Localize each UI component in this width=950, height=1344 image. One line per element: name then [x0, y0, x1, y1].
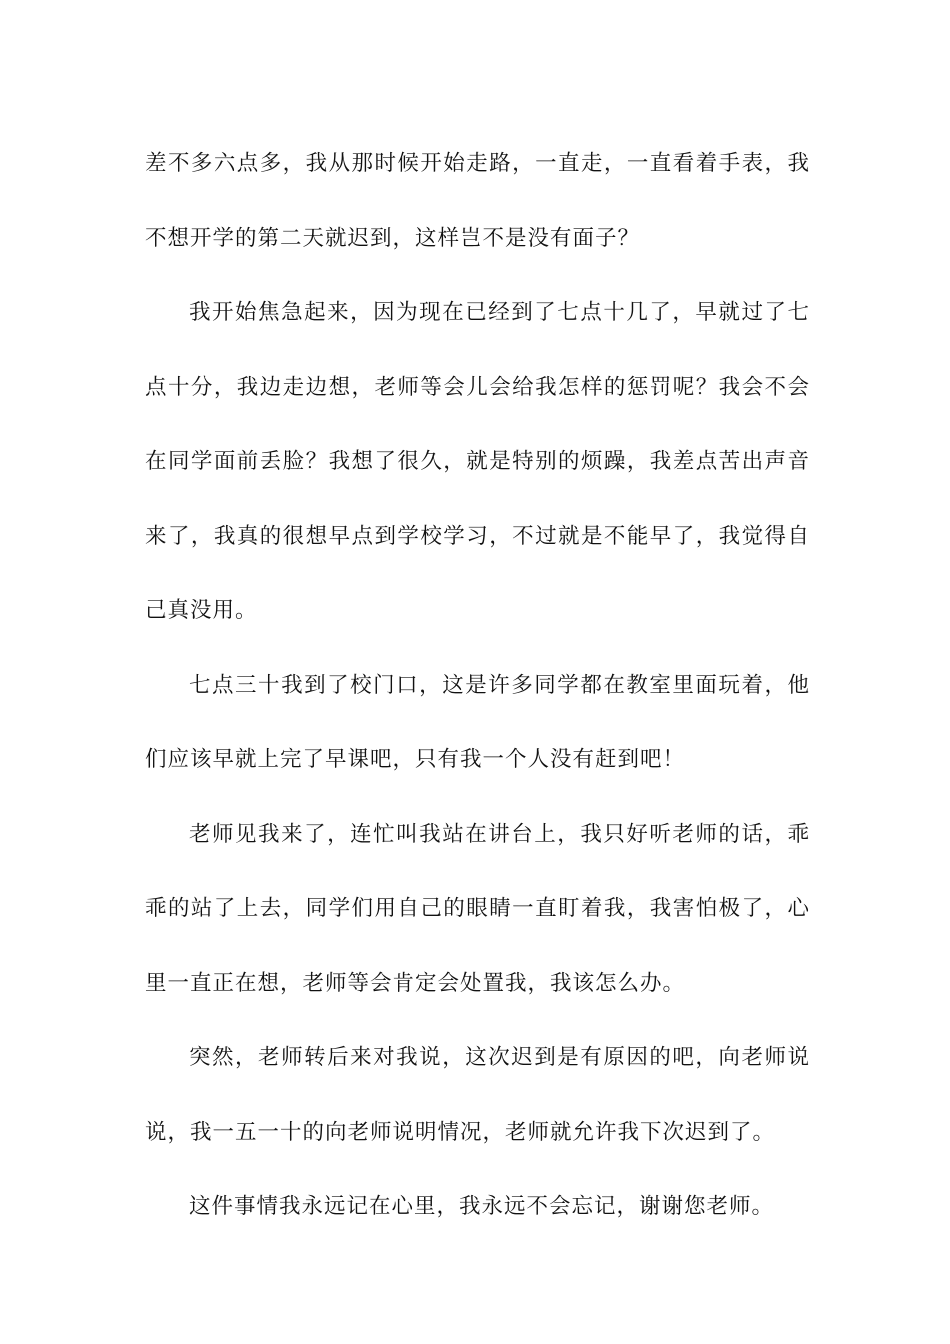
body-text [145, 127, 810, 1245]
paragraph-3: 七点三十我到了校门口，这是许多同学都在教室里面玩着，他们应该早就上完了早课吧，只有我一个人没有赶到吧！ [145, 672, 810, 772]
paragraph-2: 我开始焦急起来，因为现在已经到了七点十几了，早就过了七点十分，我边走边想，老师等会儿会给我怎样的惩罚呢？我会不会在同学面前丢脸？我想了很久，就是特别的烦躁，我差点苦出声音来了，我真的很想早点到学校学习，不过就是不能早了，我觉得自己真没用。 [145, 300, 810, 623]
paragraph-4: 老师见我来了，连忙叫我站在讲台上，我只好听老师的话，乖乖的站了上去，同学们用自己的眼睛一直盯着我，我害怕极了，心里一直正在想，老师等会肯定会处置我，我该怎么办。 [145, 821, 810, 996]
paragraph-5: 突然，老师转后来对我说，这次迟到是有原因的吧，向老师说说，我一五一十的向老师说明情况，老师就允许我下次迟到了。 [145, 1045, 810, 1145]
paragraph-6: 这件事情我永远记在心里，我永远不会忘记，谢谢您老师。 [189, 1194, 775, 1219]
paragraph-1: 差不多六点多，我从那时候开始走路，一直走，一直看着手表，我不想开学的第二天就迟到，这样岂不是没有面子？ [145, 151, 810, 251]
